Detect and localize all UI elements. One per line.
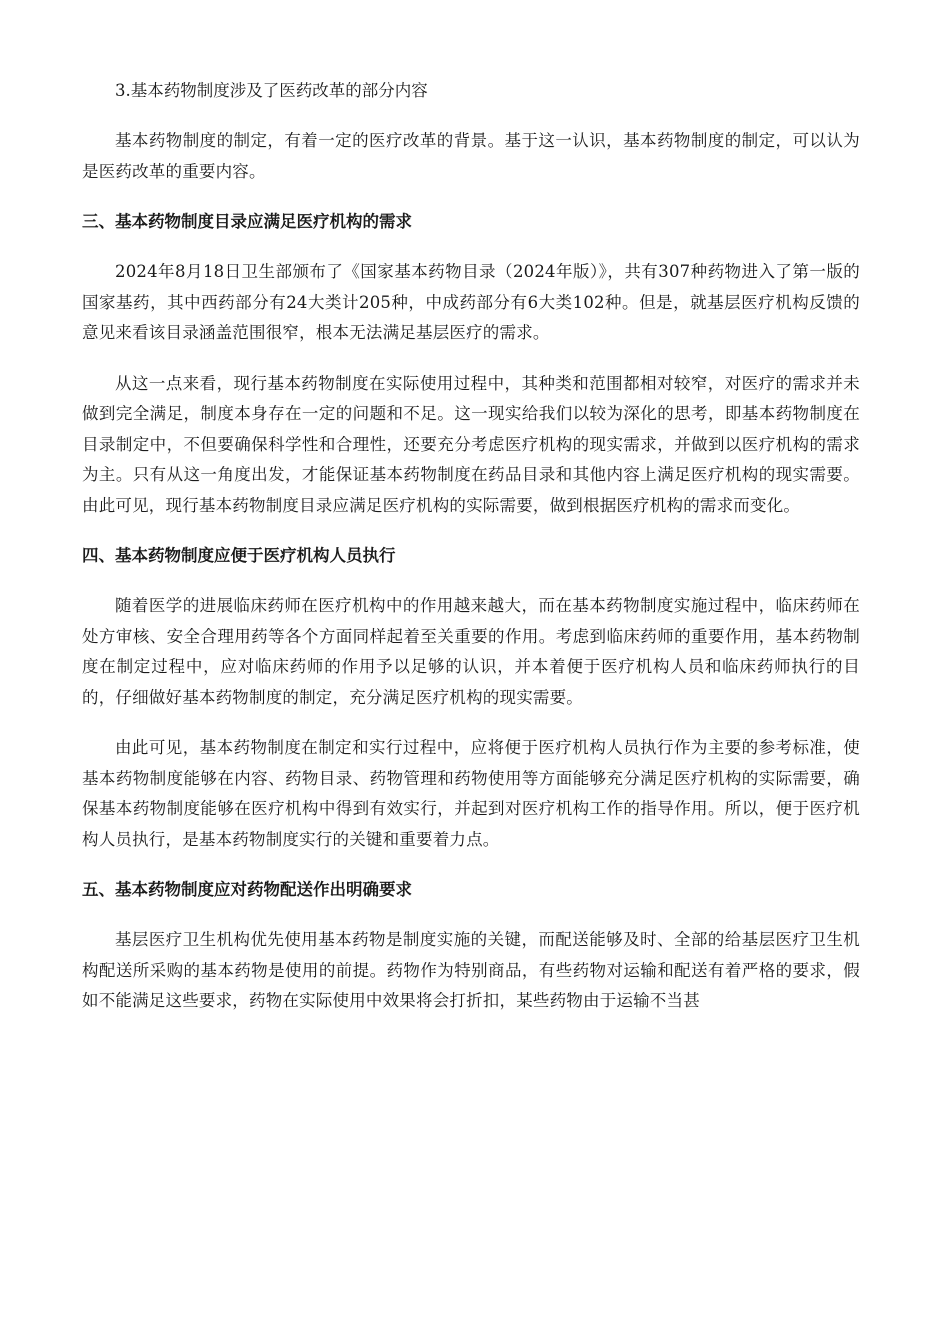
document-page — [82, 76, 860, 1037]
section-heading: 五、基本药物制度应对药物配送作出明确要求 — [82, 880, 412, 899]
paragraph: 随着医学的进展临床药师在医疗机构中的作用越来越大，而在基本药物制度实施过程中，临床药师在处方审核、安全合理用药等各个方面同样起着至关重要的作用。考虑到临床药师的重要作用，基本药物制度在制定过程中，应对临床药师的作用予以足够的认识，并本着便于医疗机构人员和临床药师执行的目的，仔细做好基本药物制度的制定，充分满足医疗机构的现实需要。 — [82, 596, 860, 707]
section-heading: 四、基本药物制度应便于医疗机构人员执行 — [82, 546, 396, 565]
subsection-title: 3.基本药物制度涉及了医药改革的部分内容 — [115, 81, 428, 100]
paragraph: 2024年8月18日卫生部颁布了《国家基本药物目录（2024年版）》，共有307种药物进入了第一版的国家基药，其中西药部分有24大类计205种，中成药部分有6大类102种。但是，就基层医疗机构反馈的意见来看该目录涵盖范围很窄，根本无法满足基层医疗的需求。 — [82, 262, 860, 342]
paragraph: 基本药物制度的制定，有着一定的医疗改革的背景。基于这一认识，基本药物制度的制定，可以认为是医药改革的重要内容。 — [82, 131, 860, 181]
section-heading: 三、基本药物制度目录应满足医疗机构的需求 — [82, 212, 412, 231]
paragraph: 从这一点来看，现行基本药物制度在实际使用过程中，其种类和范围都相对较窄，对医疗的需求并未做到完全满足，制度本身存在一定的问题和不足。这一现实给我们以较为深化的思考，即基本药物制度在目录制定中，不但要确保科学性和合理性，还要充分考虑医疗机构的现实需求，并做到以医疗机构的需求为主。只有从这一角度出发，才能保证基本药物制度在药品目录和其他内容上满足医疗机构的现实需要。由此可见，现行基本药物制度目录应满足医疗机构的实际需要，做到根据医疗机构的需求而变化。 — [82, 373, 860, 515]
paragraph: 基层医疗卫生机构优先使用基本药物是制度实施的关键，而配送能够及时、全部的给基层医疗卫生机构配送所采购的基本药物是使用的前提。药物作为特别商品，有些药物对运输和配送有着严格的要求，假如不能满足这些要求，药物在实际使用中效果将会打折扣，某些药物由于运输不当甚 — [82, 930, 860, 1010]
paragraph: 由此可见，基本药物制度在制定和实行过程中，应将便于医疗机构人员执行作为主要的参考标准，使基本药物制度能够在内容、药物目录、药物管理和药物使用等方面能够充分满足医疗机构的实际需要，确保基本药物制度能够在医疗机构中得到有效实行，并起到对医疗机构工作的指导作用。所以，便于医疗机构人员执行，是基本药物制度实行的关键和重要着力点。 — [82, 738, 860, 849]
